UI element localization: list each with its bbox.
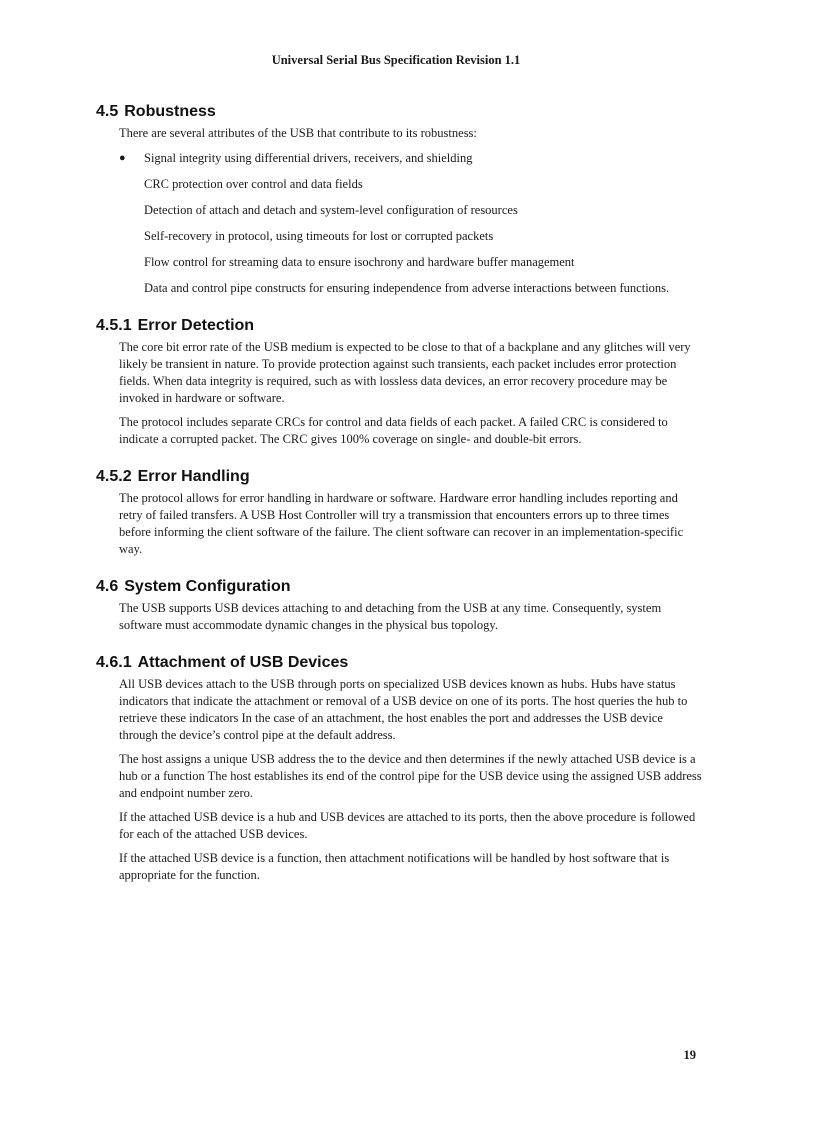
section-number: 4.6.1 bbox=[96, 654, 132, 671]
section-robustness bbox=[96, 102, 702, 297]
paragraph: The host assigns a unique USB address the to the device and then determines if the newly attached USB device is a hub or a function The host establishes its end of the control pipe for the USB device using the assigned USB address and endpoint number zero. bbox=[119, 752, 702, 800]
list-item bbox=[119, 254, 702, 271]
paragraph: If the attached USB device is a function, then attachment notifications will be handled by host software that is appropriate for the function. bbox=[119, 851, 670, 882]
section-heading-attachment bbox=[96, 653, 702, 673]
section-body bbox=[119, 676, 702, 884]
section-error-handling bbox=[96, 467, 702, 558]
section-heading-error-detection bbox=[96, 316, 702, 336]
section-number: 4.5 bbox=[96, 103, 119, 120]
section-number: 4.6 bbox=[96, 578, 119, 595]
section-body bbox=[119, 125, 702, 297]
list-item-text: CRC protection over control and data fields bbox=[144, 177, 363, 191]
section-heading-robustness bbox=[96, 102, 702, 122]
intro-paragraph: There are several attributes of the USB that contribute to its robustness: bbox=[119, 126, 477, 140]
paragraph: The core bit error rate of the USB medium is expected to be close to that of a backplane and any glitches will very likely be transient in nature. To provide protection against such transients, each packet includes error protection fields. When data integrity is required, such as with lossless data devices, an error recovery procedure may be invoked in hardware or software. bbox=[119, 340, 691, 405]
section-title: Attachment of USB Devices bbox=[137, 654, 349, 671]
paragraph: If the attached USB device is a hub and USB devices are attached to its ports, then the above procedure is followed for each of the attached USB devices. bbox=[119, 810, 696, 841]
section-body bbox=[119, 339, 702, 448]
list-item bbox=[119, 280, 702, 297]
page-header: Universal Serial Bus Specification Revision 1.1 bbox=[271, 53, 521, 67]
list-item bbox=[119, 176, 702, 193]
section-number: 4.5.2 bbox=[96, 468, 132, 485]
list-item bbox=[119, 150, 702, 167]
section-title: Error Handling bbox=[137, 468, 250, 485]
section-error-detection bbox=[96, 316, 702, 448]
paragraph: The USB supports USB devices attaching to and detaching from the USB at any time. Consequently, system software must accommodate dynamic changes in the physical bus topology. bbox=[119, 601, 662, 632]
section-title: Error Detection bbox=[137, 317, 255, 334]
page-content bbox=[96, 102, 702, 884]
section-attachment-of-usb-devices bbox=[96, 653, 702, 884]
list-item-text: Self-recovery in protocol, using timeouts for lost or corrupted packets bbox=[144, 229, 494, 243]
paragraph: All USB devices attach to the USB through ports on specialized USB devices known as hubs. Hubs have status indicators that indicate the attachment or removal of a USB device on one of its ports. The host queries the hub to retrieve these indicators In the case of an attachment, the host enables the port and addresses the USB device through the device’s control pipe at the default address. bbox=[119, 677, 688, 742]
list-item-text: Data and control pipe constructs for ensuring independence from adverse interactions between functions. bbox=[144, 281, 670, 295]
section-body bbox=[119, 490, 702, 558]
page-number: 19 bbox=[683, 1048, 696, 1062]
section-body bbox=[119, 600, 702, 634]
list-item-text: Signal integrity using differential drivers, receivers, and shielding bbox=[144, 151, 473, 165]
robustness-attributes-list bbox=[119, 150, 702, 297]
section-title: System Configuration bbox=[124, 578, 291, 595]
section-heading-system-configuration bbox=[96, 577, 702, 597]
paragraph: The protocol includes separate CRCs for control and data fields of each packet. A failed CRC is considered to indicate a corrupted packet. The CRC gives 100% coverage on single- and double-bit errors. bbox=[119, 415, 668, 446]
list-item-text: Flow control for streaming data to ensure isochrony and hardware buffer management bbox=[144, 255, 575, 269]
section-system-configuration bbox=[96, 577, 702, 634]
section-number: 4.5.1 bbox=[96, 317, 132, 334]
list-item bbox=[119, 202, 702, 219]
section-title: Robustness bbox=[124, 103, 216, 120]
list-item bbox=[119, 228, 702, 245]
bullet-icon: ● bbox=[119, 152, 126, 164]
list-item-text: Detection of attach and detach and system-level configuration of resources bbox=[144, 203, 518, 217]
section-heading-error-handling bbox=[96, 467, 702, 487]
paragraph: The protocol allows for error handling in hardware or software. Hardware error handling includes reporting and retry of failed transfers. A USB Host Controller will try a transmission that encounters errors up to three times before informing the client software of the failure. The client software can recover in an implementation-specific way. bbox=[119, 491, 684, 556]
